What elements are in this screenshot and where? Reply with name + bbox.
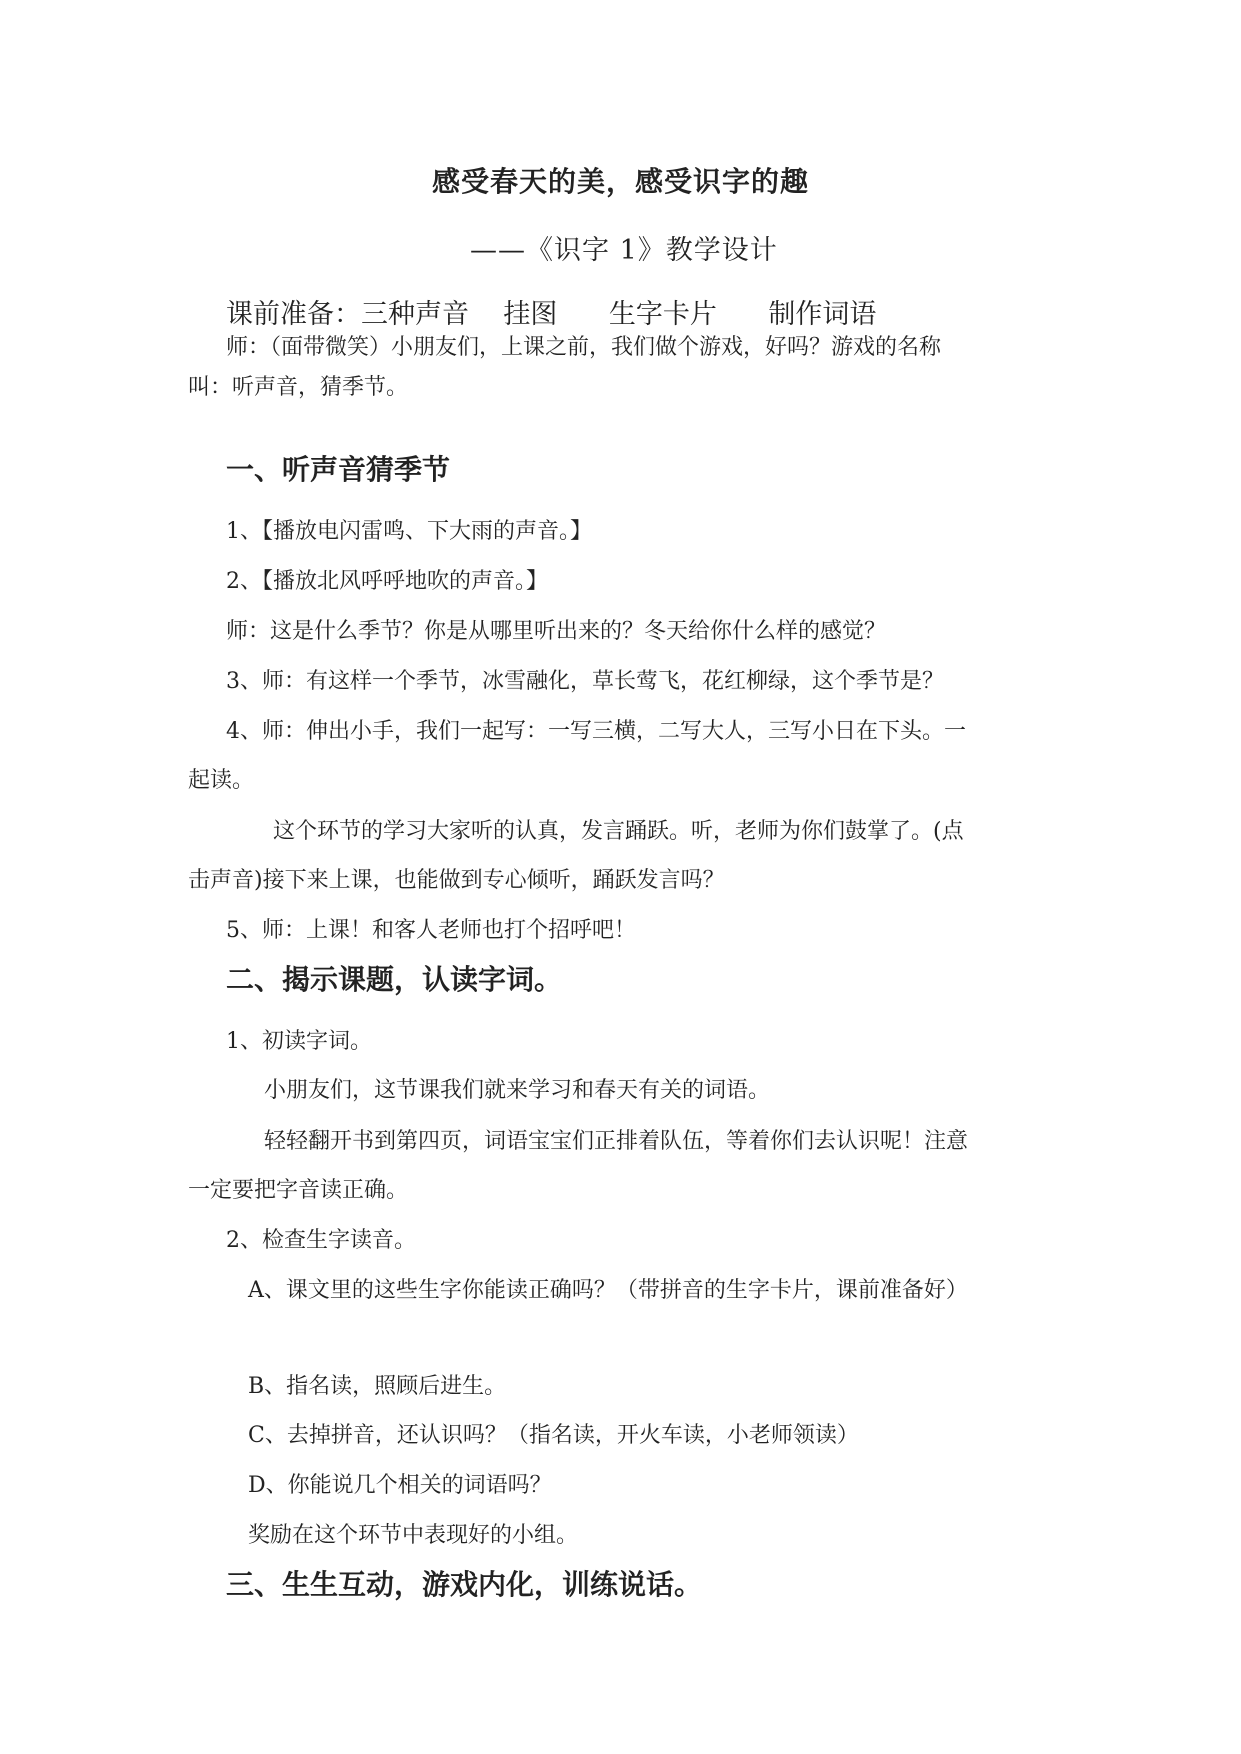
s2-item-d: D、你能说几个相关的词语吗？ [248, 1473, 552, 1498]
s1-item-2: 2、【播放北风呼呼地吹的声音。】 [226, 569, 548, 594]
s1-item-1: 1、【播放电闪雷鸣、下大雨的声音。】 [226, 519, 592, 544]
s2-item-1-text2-line-1: 轻轻翻开书到第四页，词语宝宝们正排着队伍，等着你们去认识呢！注意 [264, 1129, 969, 1154]
s2-item-b: B、指名读，照顾后进生。 [248, 1374, 507, 1399]
intro-line-2: 叫：听声音，猜季节。 [188, 375, 409, 400]
s2-item-2: 2、检查生字读音。 [226, 1228, 416, 1253]
document-title: 感受春天的美，感受识字的趣 [431, 165, 809, 198]
s1-question: 师：这是什么季节？你是从哪里听出来的？冬天给你什么样的感觉？ [226, 619, 887, 644]
s1-item-5: 5、师：上课！和客人老师也打个招呼吧！ [226, 918, 636, 943]
section-1-heading: 一、听声音猜季节 [226, 453, 451, 486]
s2-item-1: 1、初读字词。 [226, 1029, 372, 1054]
s2-reward: 奖励在这个环节中表现好的小组。 [248, 1523, 579, 1548]
s1-item-4-line-1: 4、师：伸出小手，我们一起写：一写三横，二写大人，三写小日在下头。一 [226, 719, 966, 744]
s2-item-1-text: 小朋友们，这节课我们就来学习和春天有关的词语。 [264, 1078, 771, 1103]
s1-item-3: 3、师：有这样一个季节，冰雪融化，草长莺飞，花红柳绿，这个季节是？ [226, 669, 944, 694]
section-3-heading: 三、生生互动，游戏内化，训练说话。 [226, 1568, 703, 1601]
s2-item-1-text2-line-2: 一定要把字音读正确。 [188, 1178, 409, 1203]
document-subtitle: ——《识字 1》教学设计 [470, 235, 778, 266]
s1-praise-line-1: 这个环节的学习大家听的认真，发言踊跃。听，老师为你们鼓掌了。(点 [273, 819, 964, 844]
s1-item-4-line-2: 起读。 [188, 768, 255, 793]
section-2-heading: 二、揭示课题，认读字词。 [226, 963, 563, 996]
s2-item-a: A、课文里的这些生字你能读正确吗？（带拼音的生字卡片，课前准备好） [248, 1278, 968, 1303]
s2-item-c: C、去掉拼音，还认识吗？（指名读，开火车读，小老师领读） [248, 1423, 859, 1448]
s1-praise-line-2: 击声音)接下来上课，也能做到专心倾听，踊跃发言吗？ [188, 868, 725, 893]
intro-line-1: 师：（面带微笑）小朋友们，上课之前，我们做个游戏，好吗？游戏的名称 [226, 335, 942, 360]
class-preparation: 课前准备：三种声音 挂图 生字卡片 制作词语 [226, 299, 877, 330]
